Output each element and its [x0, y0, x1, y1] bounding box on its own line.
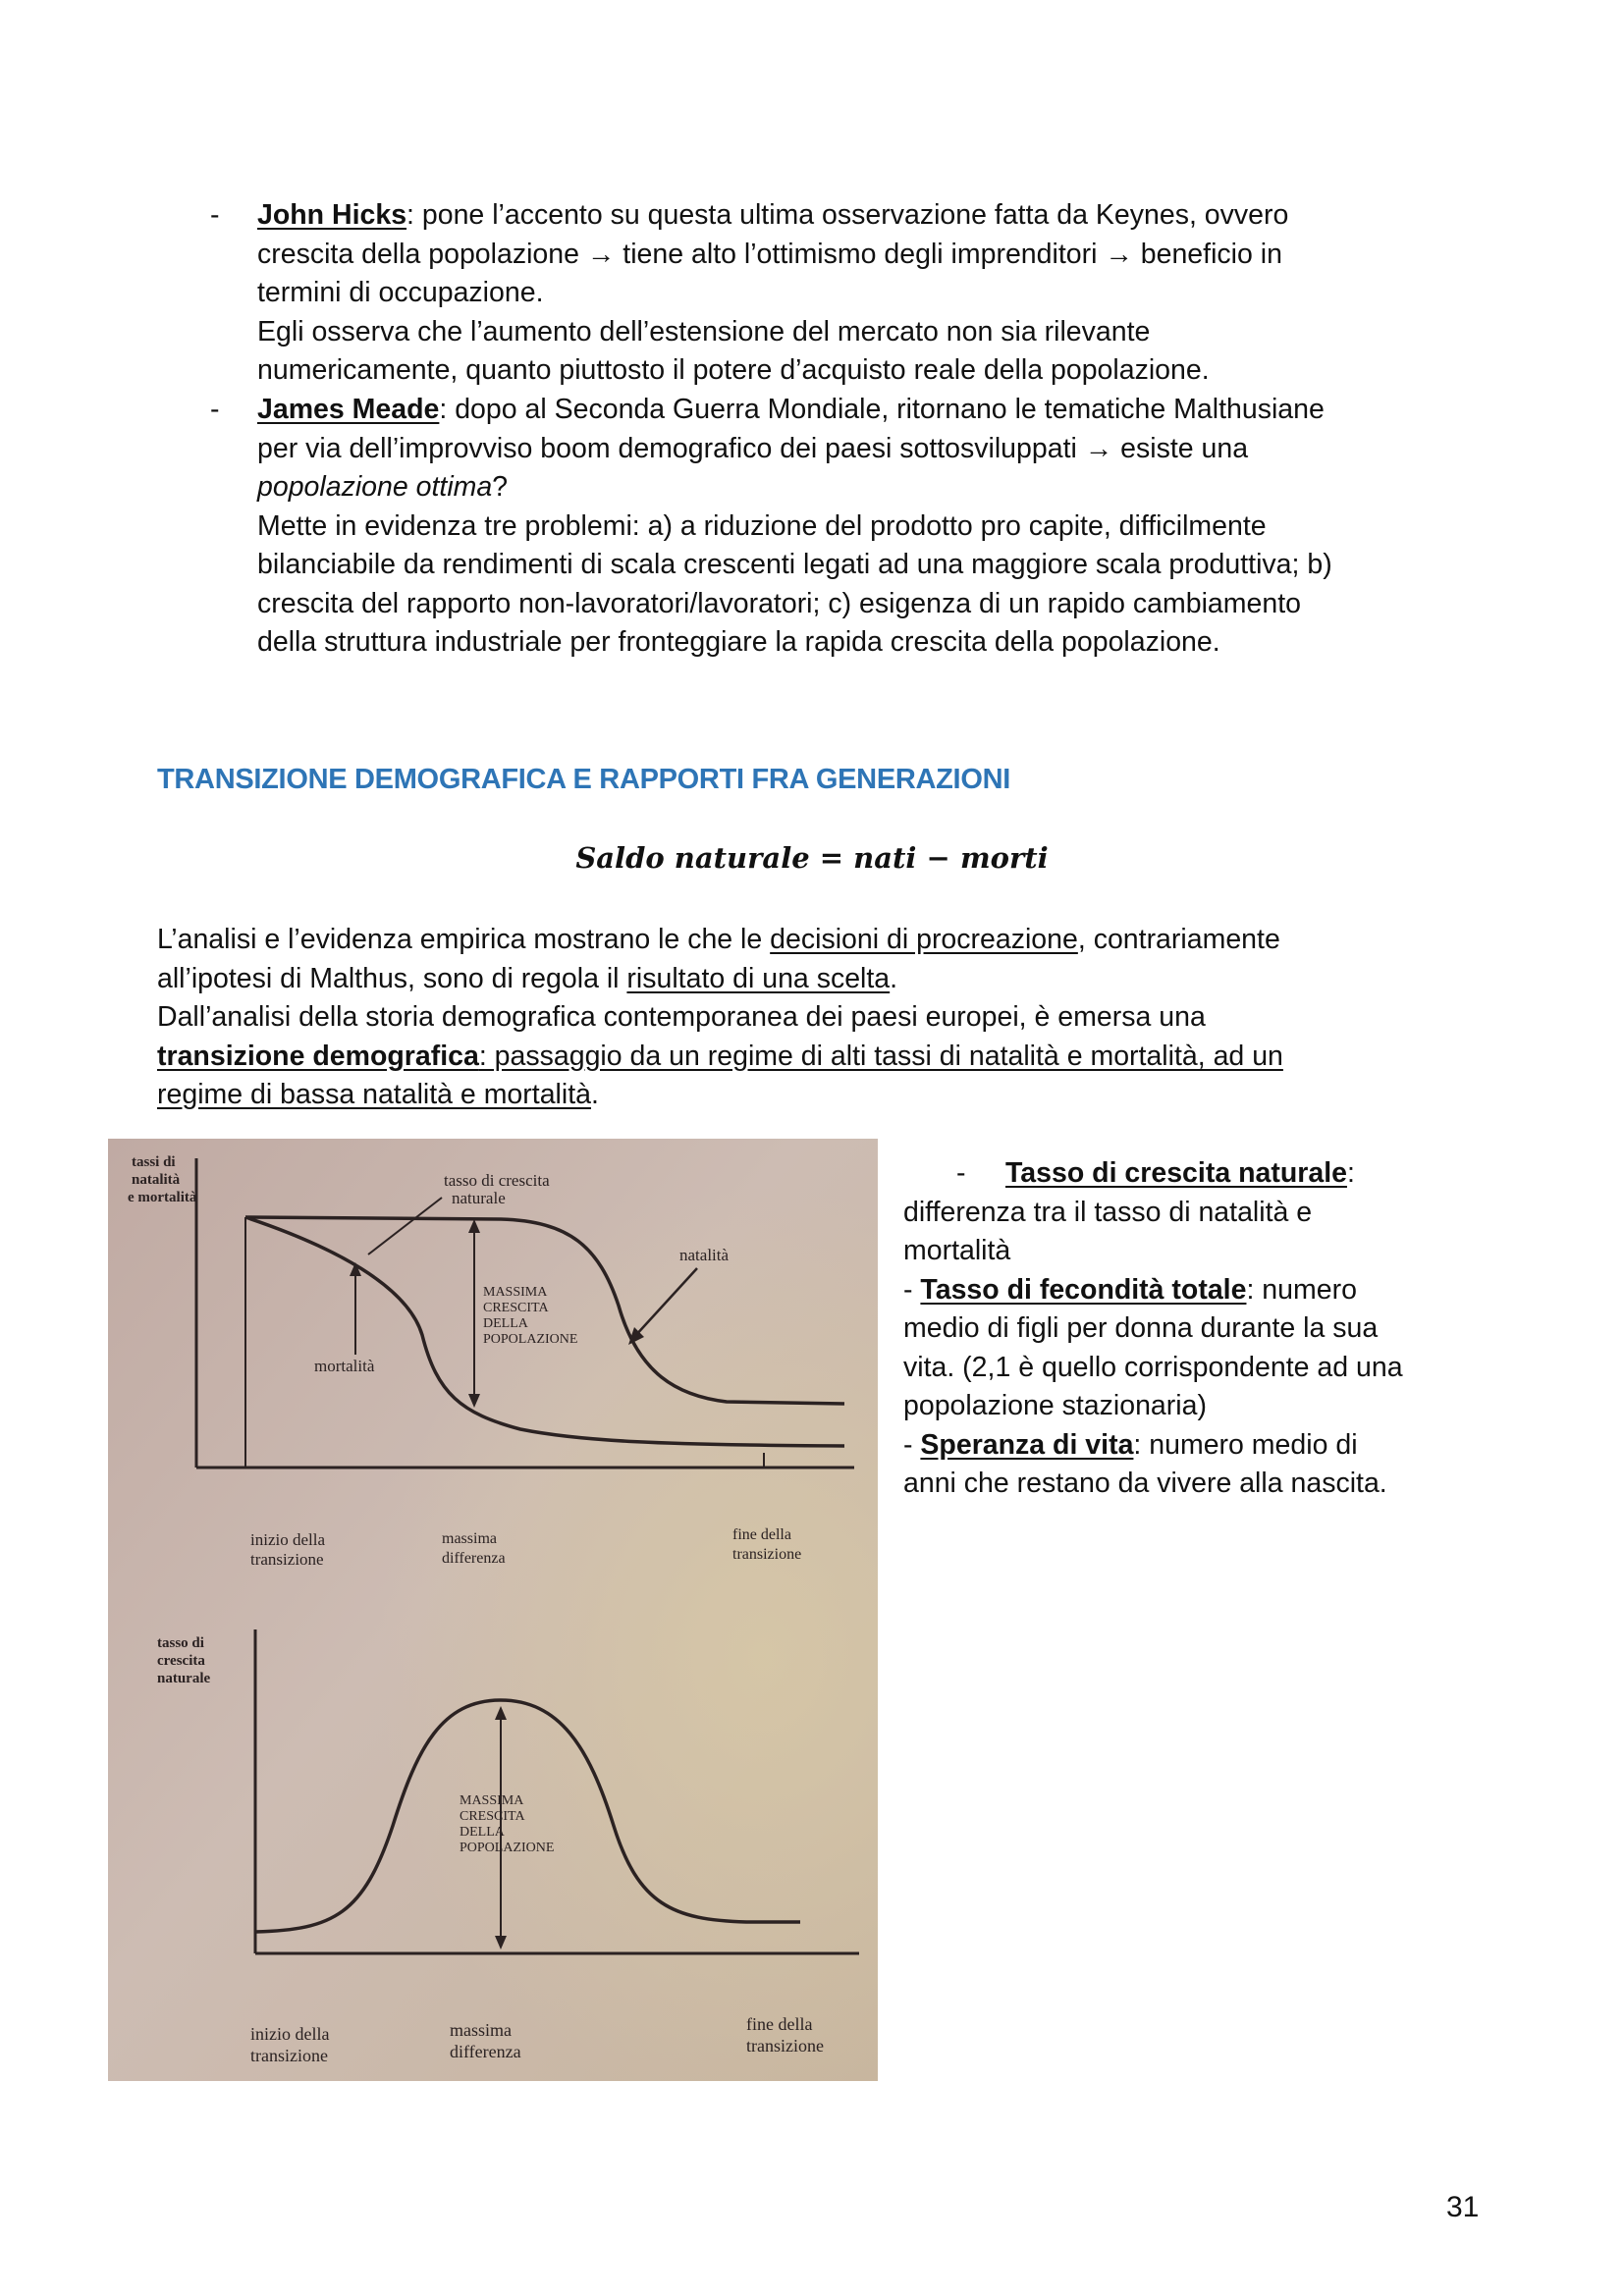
- hicks-line3: termini di occupazione.: [257, 277, 544, 308]
- hicks-line5: numericamente, quanto piuttosto il potere d’acquisto reale della popolazione.: [257, 354, 1210, 386]
- bullet-hicks: [257, 196, 1494, 391]
- def2-line4: popolazione stazionaria): [903, 1390, 1207, 1421]
- top-max-growth-3: DELLA: [483, 1316, 528, 1331]
- formula: Saldo naturale = nati − morti: [575, 841, 1049, 875]
- section-heading: TRANSIZIONE DEMOGRAFICA E RAPPORTI FRA GENERAZIONI: [157, 764, 1010, 795]
- def1-line2: differenza tra il tasso di natalità e: [903, 1196, 1313, 1228]
- meade-name: James Meade: [257, 394, 440, 425]
- def-term-3: Speranza di vita: [920, 1428, 1134, 1461]
- top-x-mid-1: massima: [442, 1530, 497, 1547]
- meade-line2: per via dell’improvviso boom demografico dei paesi sottosviluppati → esiste una: [257, 432, 1249, 464]
- bottom-x-start-2: transizione: [250, 2046, 328, 2065]
- bottom-x-start-1: inizio della: [250, 2024, 330, 2044]
- para-text: , contrariamente: [1077, 924, 1280, 955]
- para-underline: risultato di una scelta: [626, 962, 891, 994]
- bullet-meade: [257, 391, 1494, 663]
- para-text: : passaggio da un regime di alti tassi di natalità e mortalità, ad un: [478, 1040, 1283, 1072]
- definitions: [903, 1154, 1492, 1504]
- bottom-max-growth-1: MASSIMA: [460, 1793, 524, 1808]
- top-x-mid-2: differenza: [442, 1550, 506, 1567]
- death-label: mortalità: [314, 1357, 375, 1375]
- top-x-start-2: transizione: [250, 1550, 324, 1569]
- para-underline: decisioni di procreazione: [770, 924, 1078, 955]
- bottom-max-growth-3: DELLA: [460, 1825, 505, 1840]
- para-text: .: [890, 962, 898, 994]
- bottom-x-mid-1: massima: [450, 2020, 512, 2040]
- def-colon: :: [1346, 1157, 1355, 1189]
- transizione-term: transizione demografica: [157, 1040, 479, 1072]
- birth-label: natalità: [679, 1246, 730, 1264]
- intro-paragraph: [157, 921, 1473, 1115]
- meade-italic: popolazione ottima: [257, 471, 493, 503]
- def2-line2: medio di figli per donna durante la sua: [903, 1312, 1379, 1344]
- bottom-x-mid-2: differenza: [450, 2042, 521, 2061]
- bottom-ylabel-1: tasso di: [157, 1635, 204, 1651]
- meade-line4: Mette in evidenza tre problemi: a) a riduzione del prodotto pro capite, difficilmente: [257, 509, 1267, 542]
- para-text: all’ipotesi di Malthus, sono di regola il: [157, 962, 627, 994]
- bottom-x-end-1: fine della: [746, 2014, 813, 2034]
- top-max-growth-1: MASSIMA: [483, 1285, 548, 1300]
- def3-line2: anni che restano da vivere alla nascita.: [903, 1468, 1387, 1499]
- def-term-2: Tasso di fecondità totale: [920, 1273, 1247, 1306]
- meade-line7: della struttura industriale per fronteggiare la rapida crescita della popolazione.: [257, 626, 1220, 658]
- def2-rest: : numero: [1246, 1273, 1357, 1306]
- top-x-start-1: inizio della: [250, 1530, 326, 1549]
- def-term-1: Tasso di crescita naturale: [1005, 1157, 1347, 1189]
- page-number: 31: [1446, 2191, 1480, 2223]
- top-x-end-2: transizione: [732, 1546, 802, 1563]
- hicks-line4: Egli osserva che l’aumento dell’estensione del mercato non sia rilevante: [257, 315, 1151, 347]
- hicks-line1: : pone l’accento su questa ultima osservazione fatta da Keynes, ovvero: [406, 199, 1289, 231]
- para-line3: Dall’analisi della storia demografica contemporanea dei paesi europei, è emersa una: [157, 1001, 1206, 1033]
- bullet-marker: -: [210, 394, 220, 425]
- growth-label-1: tasso di crescita: [444, 1171, 550, 1190]
- hicks-name: John Hicks: [257, 199, 407, 231]
- photo-glow: [108, 1139, 878, 2081]
- para-text: L’analisi e l’evidenza empirica mostrano le che le: [157, 924, 771, 955]
- top-x-end-1: fine della: [732, 1526, 791, 1543]
- bottom-max-growth-2: CRESCITA: [460, 1809, 525, 1824]
- def2-line3: vita. (2,1 è quello corrispondente ad una: [903, 1351, 1403, 1383]
- top-ylabel-2: natalità: [132, 1172, 181, 1188]
- def3-rest: : numero medio di: [1133, 1428, 1358, 1461]
- meade-line1: : dopo al Seconda Guerra Mondiale, ritornano le tematiche Malthusiane: [439, 394, 1325, 425]
- figure-svg: [108, 1139, 878, 2081]
- para-text: .: [590, 1079, 599, 1110]
- meade-line5: bilanciabile da rendimenti di scala crescenti legati ad una maggiore scala produttiva; b): [257, 549, 1332, 580]
- para-underline: regime di bassa natalità e mortalità: [157, 1079, 591, 1110]
- meade-line6: crescita del rapporto non-lavoratori/lavoratori; c) esigenza di un rapido cambiamento: [257, 587, 1301, 619]
- bottom-max-growth-4: POPOLAZIONE: [460, 1841, 555, 1855]
- demographic-transition-figure: [108, 1139, 878, 2081]
- def1-line3: mortalità: [903, 1235, 1011, 1266]
- def-marker: -: [956, 1157, 966, 1189]
- bottom-ylabel-2: crescita: [157, 1653, 205, 1669]
- growth-label-2: naturale: [452, 1189, 506, 1207]
- bottom-x-end-2: transizione: [746, 2036, 824, 2056]
- meade-line3: ?: [492, 471, 509, 503]
- def-dash: -: [903, 1273, 921, 1306]
- bullet-marker: -: [210, 199, 220, 231]
- bottom-ylabel-3: naturale: [157, 1671, 211, 1686]
- top-max-growth-2: CRESCITA: [483, 1301, 549, 1315]
- def-dash: -: [903, 1428, 921, 1461]
- top-max-growth-4: POPOLAZIONE: [483, 1332, 578, 1347]
- hicks-line2: crescita della popolazione → tiene alto l’ottimismo degli imprenditori → beneficio in: [257, 238, 1282, 270]
- top-ylabel-1: tassi di: [132, 1154, 176, 1170]
- top-ylabel-3: e mortalità: [128, 1190, 197, 1205]
